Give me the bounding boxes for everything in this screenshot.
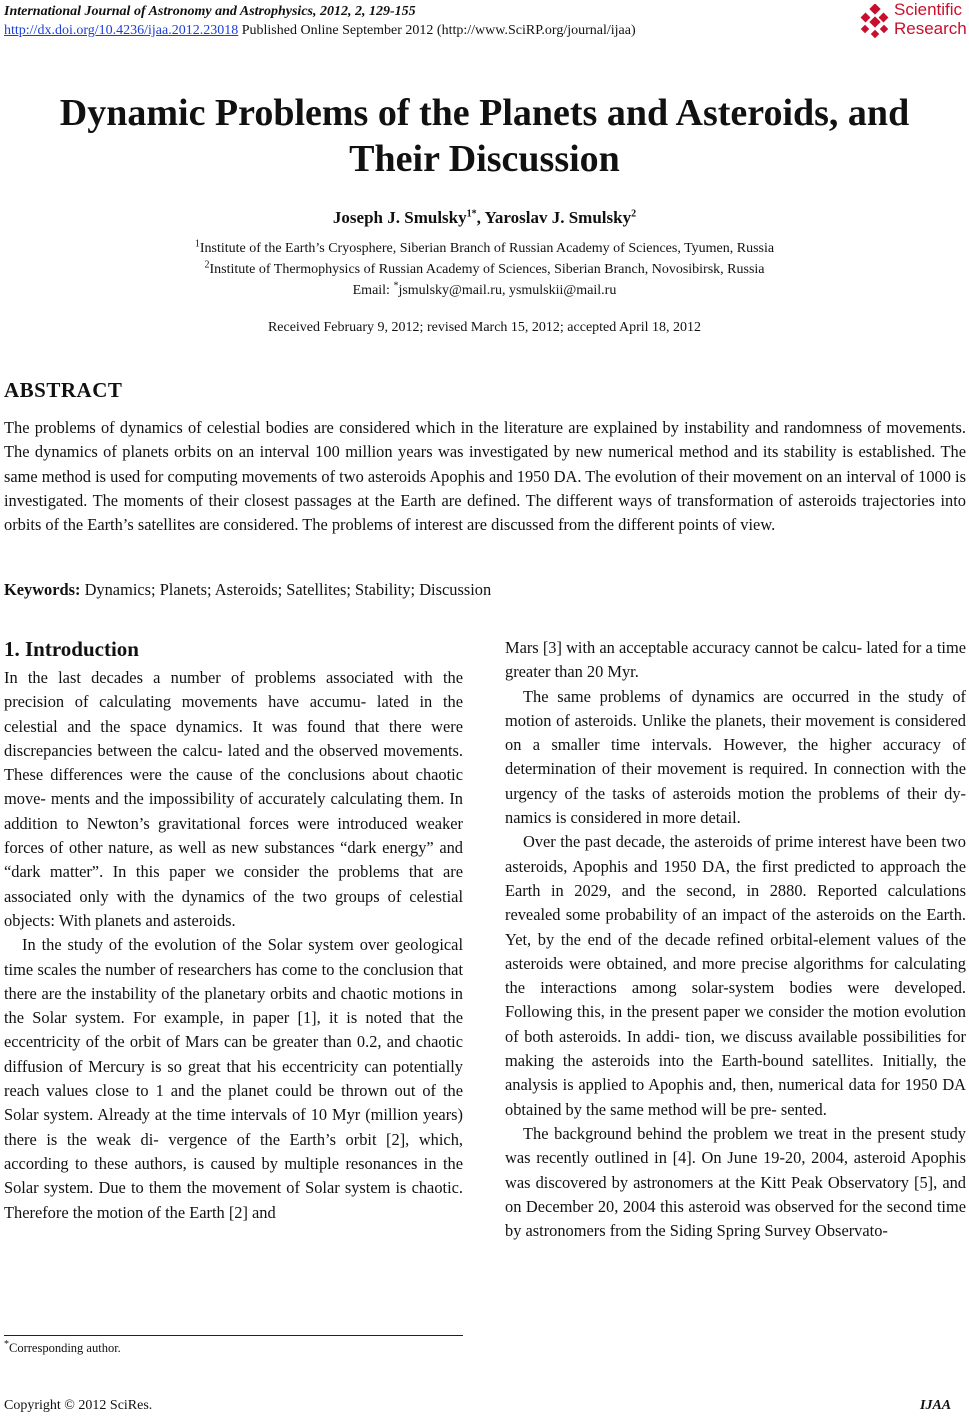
footnote-divider <box>4 1335 463 1336</box>
keywords-label: Keywords: <box>4 580 81 599</box>
body-column-left <box>4 634 463 1225</box>
publisher-logo <box>858 0 969 44</box>
doi-line <box>4 21 824 40</box>
journal-volume: , 2012, 2, 129-155 <box>312 4 416 19</box>
intro-paragraph-6: The background behind the problem we treat in the present study was recently outlined in [4]. On June 19-20, 2004, asteroid Apophis was discovered by astronomers at the Kitt Peak Observatory [5], and on December 20, 2004 this asteroid was observed for the second time by astronomers from the Siding Spring Survey Observato- <box>505 1123 966 1241</box>
author-separator: , <box>476 208 485 227</box>
published-online: Published Online September 2012 (http://www.SciRP.org/journal/ijaa) <box>238 23 636 38</box>
email-line <box>0 282 969 300</box>
logo-line-2: Research <box>894 19 967 38</box>
email-sup: * <box>393 280 399 292</box>
author-list <box>0 208 969 228</box>
title-line-1: Dynamic Problems of the Planets and Asteroids, and <box>59 92 910 134</box>
section-heading-introduction: 1. Introduction <box>4 637 139 661</box>
intro-paragraph-2: In the study of the evolution of the Solar system over geological time scales the number of researchers has come to the conclusion that there are the instability of the planetary orbits and chaotic motions in the Solar system. For example, in paper [1], it is noted that the eccentricity of the orbit of Mars can be greater than 0.2, and chaotic diffusion of Mercury is so great that his eccentricity can potentially reach values close to 1 and the planet could be thrown out of the Solar system. Already at the time intervals of 10 Myr (million years) there is the weak di- vergence of the Earth’s orbit [2], which, according to these authors, is caused by multiple resonances in the Solar system. Due to them the movement of Solar system is chaotic. Therefore the motion of the Earth [2] and <box>4 935 463 1222</box>
footnote-text: Corresponding author. <box>9 1341 121 1355</box>
footnote-sup: * <box>4 1338 9 1350</box>
author-1-sup: 1* <box>466 208 477 220</box>
email-addresses: jsmulsky@mail.ru, ysmulskii@mail.ru <box>398 283 617 298</box>
journal-citation <box>4 2 824 21</box>
intro-paragraph-4: The same problems of dynamics are occurred in the study of motion of asteroids. Unlike the planets, their movement is considered on a smaller time intervals. However, the higher accuracy of determination of their movement is required. In connection with the urgency of the tasks of asteroids motion the problems of their dy- namics is considered in more detail. <box>505 686 966 828</box>
running-header <box>4 2 824 40</box>
affiliation-1 <box>0 240 969 258</box>
author-2: Yaroslav J. Smulsky <box>484 208 632 227</box>
received-dates: Received February 9, 2012; revised March 15, 2012; accepted April 18, 2012 <box>267 320 702 335</box>
affiliation-1-sup: 1 <box>194 238 200 250</box>
logo-line-1: Scientific <box>894 0 963 19</box>
author-1: Joseph J. Smulsky <box>332 208 467 227</box>
intro-paragraph-1: In the last decades a number of problems associated with the precision of calculating movements have accumu- lated in the celestial and the space dynamics. It was found that there were discrepancies between the calcu- lated and the observed movements. These differences were the cause of the conclusions about chaotic move- ments and the impossibility of accurately calculating them. In addition to Newton’s gravitational forces were introduced weaker forces of other nature, as well as new substances “dark energy” and “dark matter”. In this paper we consider the problems that are associated only with the dynamics of the two groups of celestial objects: With planets and asteroids. <box>4 668 463 930</box>
logo-diamond-icon <box>858 4 892 40</box>
keywords <box>4 580 964 600</box>
abstract-heading: ABSTRACT <box>4 378 123 402</box>
doi-link[interactable]: http://dx.doi.org/10.4236/ijaa.2012.23018 <box>4 23 239 38</box>
copyright-notice: Copyright © 2012 SciRes. <box>4 1398 153 1413</box>
paper-title <box>0 90 969 182</box>
affiliation-1-text: Institute of the Earth’s Cryosphere, Siberian Branch of Russian Academy of Sciences, Tyumen, Russia <box>199 241 775 256</box>
email-label: Email: <box>352 283 394 298</box>
body-column-right <box>505 636 966 1243</box>
footnote <box>4 1338 121 1356</box>
affiliation-2-sup: 2 <box>204 259 210 271</box>
abstract-text: The problems of dynamics of celestial bodies are considered which in the literature are explained by instability and randomness of movements. The dynamics of planets orbits on an interval 100 million years was investigated by new numerical method and its stability is established. The same method is used for computing movements of two asteroids Apophis and 1950 DA. The evolution of their movement on an interval of 1000 is investigated. The moments of their closest passages at the Earth are defined. The different ways of transformation of asteroids trajectories into orbits of the Earth’s satellites are considered. The problems of interest are discussed from the different points of view. <box>4 418 966 535</box>
intro-paragraph-3: Mars [3] with an acceptable accuracy cannot be calcu- lated for a time greater than 20 Myr. <box>505 638 966 682</box>
journal-name: International Journal of Astronomy and Astrophysics <box>4 4 313 19</box>
logo-wordmark <box>894 0 967 38</box>
intro-paragraph-5: Over the past decade, the asteroids of prime interest have been two asteroids, Apophis and 1950 DA, the first predicted to approach the Earth in 2029, and the second, in 2880. Reported calculations revealed some probability of an impact of the asteroids on the Earth. Yet, by the end of the decade refined orbital-element values of the asteroids were obtained, and more precise algorithms for calculating the interactions among solar-system bodies were developed. Following this, in the present paper we consider the motion evolution of both asteroids. In addi- tion, we discuss available possibilities for making the asteroids into the Earth-bound satellites. Initially, the analysis is applied to Apophis and, then, numerical data for 1950 DA obtained by the same method will be pre- sented. <box>505 832 966 1119</box>
affiliation-2-text: Institute of Thermophysics of Russian Academy of Sciences, Siberian Branch, Novosibirsk, Russia <box>209 262 765 277</box>
affiliation-2 <box>0 261 969 279</box>
author-2-sup: 2 <box>631 208 637 220</box>
journal-abbreviation: IJAA <box>920 1398 952 1413</box>
title-line-2: Their Discussion <box>349 138 620 180</box>
keywords-text: Dynamics; Planets; Asteroids; Satellites; Stability; Discussion <box>80 580 492 599</box>
